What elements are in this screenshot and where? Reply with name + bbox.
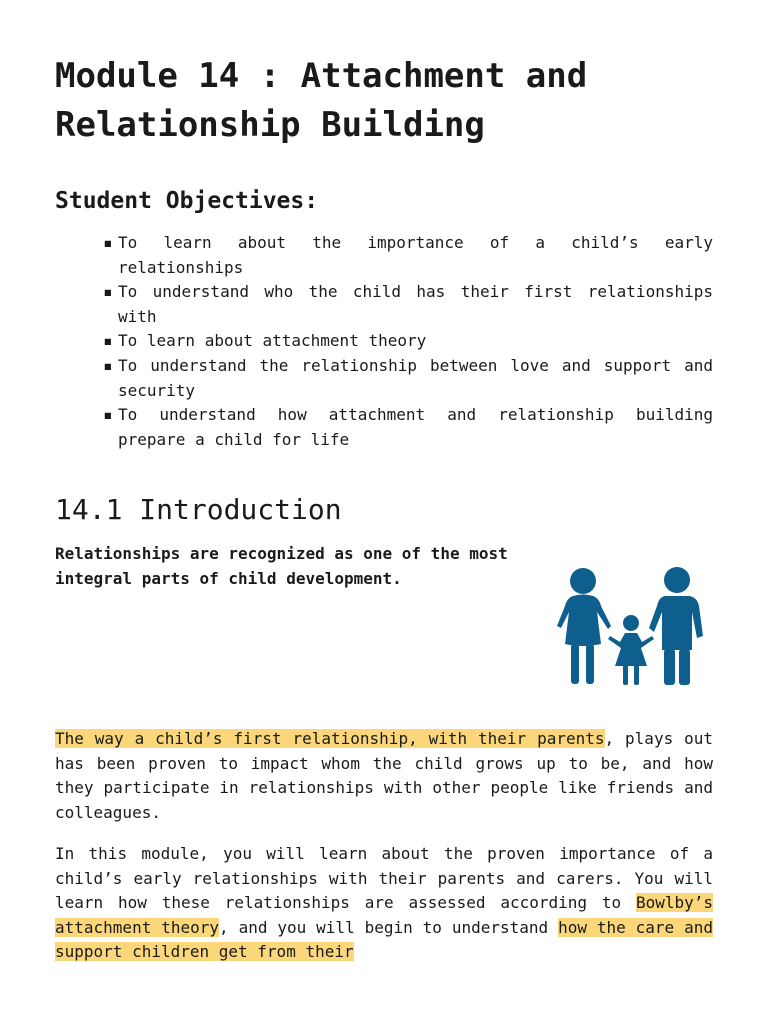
intro-paragraph-1	[55, 727, 713, 825]
section-heading-introduction: 14.1 Introduction	[55, 493, 342, 526]
objective-text: To understand how attachment and relationship building prepare a child for life	[118, 405, 713, 449]
bullet-icon: ▪	[103, 282, 113, 302]
objective-text: To understand who the child has their first relationships with	[118, 282, 713, 326]
module-title-line-2: Relationship Building	[55, 105, 485, 145]
mother-head-shape	[570, 568, 596, 594]
objective-text: To learn about attachment theory	[118, 331, 427, 351]
mother-left-leg-shape	[571, 644, 579, 684]
objective-text: To understand the relationship between love and support and security	[118, 355, 713, 400]
father-body-shape	[649, 596, 703, 650]
father-head-shape	[664, 567, 690, 593]
bullet-icon: ▪	[103, 405, 113, 425]
paragraph-text: , and you will begin to understand	[219, 917, 559, 937]
highlighted-text: Bowlby’s attachment theory	[55, 893, 713, 937]
objective-item	[103, 280, 713, 329]
bullet-icon: ▪	[103, 331, 113, 351]
family-icon	[557, 566, 707, 688]
objectives-heading: Student Objectives:	[55, 188, 319, 214]
bullet-icon: ▪	[103, 233, 113, 252]
objective-item	[103, 329, 713, 354]
paragraph-text: In this module, you will learn about the proven importance of a child’s early relationships with their parents and carers. You will learn how these relationships are assessed according to	[55, 844, 713, 912]
bullet-icon: ▪	[103, 355, 113, 375]
mother-body-shape	[557, 595, 611, 647]
mother-right-leg-shape	[586, 644, 594, 684]
objective-item	[103, 403, 713, 452]
module-title	[55, 52, 713, 150]
highlighted-text: how the care and support children get from their	[55, 917, 713, 961]
paragraph-text: , plays out has been proven to impact whom the child grows up to be, and how they participate in relationships with other people like friends and colleagues.	[55, 729, 713, 822]
father-right-leg-shape	[679, 649, 690, 685]
intro-lead-text: Relationships are recognized as one of the most integral parts of child development.	[55, 544, 508, 588]
objectives-list	[103, 231, 713, 452]
child-right-leg-shape	[634, 665, 639, 685]
objective-text: To learn about the importance of a child’s early relationships	[118, 233, 713, 277]
highlighted-text: The way a child’s first relationship, with their parents	[55, 729, 605, 748]
objective-item	[103, 231, 713, 280]
father-left-leg-shape	[664, 649, 675, 685]
child-head-shape	[623, 615, 639, 631]
module-title-line-1: Module 14 : Attachment and	[55, 56, 588, 96]
child-left-leg-shape	[623, 665, 628, 685]
objective-item	[103, 354, 713, 403]
intro-paragraph-2	[55, 842, 713, 965]
child-body-shape	[608, 633, 654, 666]
